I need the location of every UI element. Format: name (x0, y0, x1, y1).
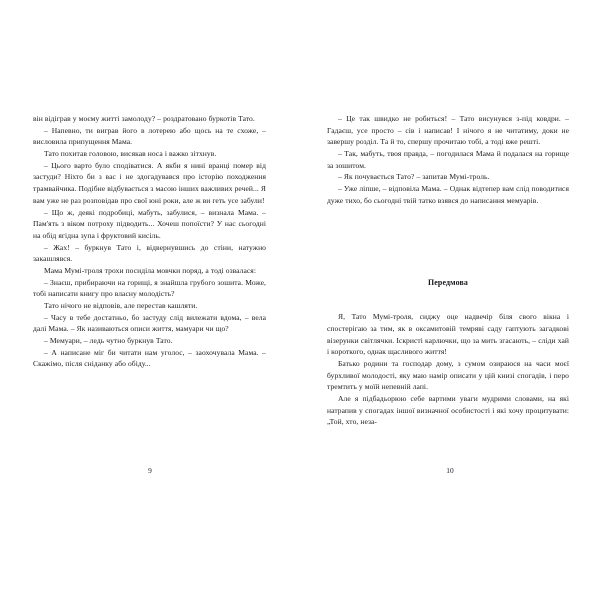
right-page (300, 0, 600, 600)
paragraph: – Знаєш, прибираючи на горищі, я знайшла грубого зошита. Може, тобі написати книгу про власну молодість? (33, 277, 266, 299)
paragraph: він відіграв у моєму житті замолоду? – роздратовано буркотів Тато. (33, 114, 255, 123)
right-page-textblock (327, 113, 569, 428)
section-heading-preface: Передмова (427, 277, 469, 287)
paragraph: – Напевно, ти виграв його в лотерею або щось на те схоже, – висловила припущення Мама. (33, 125, 266, 147)
paragraph: – Це так швидко не робиться! – Тато висунувся з-під ковдри. – Гадаєш, усе просто – сів і написав! І нічого я не читатиму, доки не завершу розділ. Та й то, спершу прочитаю тобі, а тоді вже решті. (327, 114, 569, 147)
paragraph: Батько родини та господар дому, з сумом озираюся на часи моєї бурхливої молодості, яку маю намір описати у цій книзі спогадів, і перо тремтить у моїй непевній лапі. (327, 358, 569, 392)
page-number-right: 10 (446, 466, 454, 475)
paragraph: – Як почувається Тато? – запитав Мумі-троль. (338, 172, 490, 182)
left-page-textblock (33, 113, 266, 370)
paragraph: – Цього варто було сподіватися. А якби я нині вранці помер від застуди? Ніхто би з вас і не здогадувався про історію походження трамвайчика. Подібне відбувається з масою інших важливих речей... Я вам уже не раз розповідав про свої юні роки, але ж ви геть усе забули! (33, 160, 266, 205)
paragraph: Тато похитав головою, висякав носа і важко зітхнув. (44, 149, 217, 159)
paragraph: – Уже ліпше, – відповіла Мама. – Однак відтепер вам слід поводитися дуже тихо, бо сьогодні твій татко взявся до написання мемуарів. (327, 184, 569, 205)
paragraph: Я, Тато Мумі-троля, сиджу оце надвечір біля свого вікна і спостерігаю за тим, як в оксамитовій темряві саду гаптують загадкові візерунки світлячки. Іскристі карлючки, що за мить згасають, – сліди хай і короткого, однак щасливого життя! (327, 312, 569, 357)
paragraph: – Жах! – буркнув Тато і, відвернувшись до стіни, натужно закашлявся. (33, 242, 266, 264)
paragraph: – А написане міг би читати нам уголос, – заохочувала Мама. – Скажімо, після сніданку або обіду... (33, 347, 266, 369)
paragraph: Але я підбадьорюю себе вартими уваги мудрими словами, на які натрапив у спогадах іншої визначної особистості і які хочу процитувати: „Той, хто, неза- (327, 394, 569, 427)
paragraph: Мама Мумі-троля трохи посиділа мовчки поряд, а тоді озвалася: (44, 265, 256, 275)
paragraph: Тато нічого не відповів, але перестав кашляти. (44, 301, 198, 310)
paragraph: – Часу в тебе достатньо, бо застуду слід вилежати вдома, – вела далі Мама. – Як називаються описи життя, мамуари чи що? (33, 312, 266, 334)
paragraph: – Мемуари, – ледь чутно буркнув Тато. (44, 336, 173, 346)
paragraph: – Так, мабуть, твоя правда, – погодилася Мама й подалася на горище за зошитом. (327, 149, 569, 170)
paragraph: – Що ж, деякі подробиці, мабуть, забулися, – визнала Мама. – Пам'ять з віком потроху підводить... Хочеш попоїсти? У нас сьогодні на обід ягідна зупа і фруктовий кисіль. (33, 207, 266, 240)
page-number-left: 9 (148, 466, 152, 475)
